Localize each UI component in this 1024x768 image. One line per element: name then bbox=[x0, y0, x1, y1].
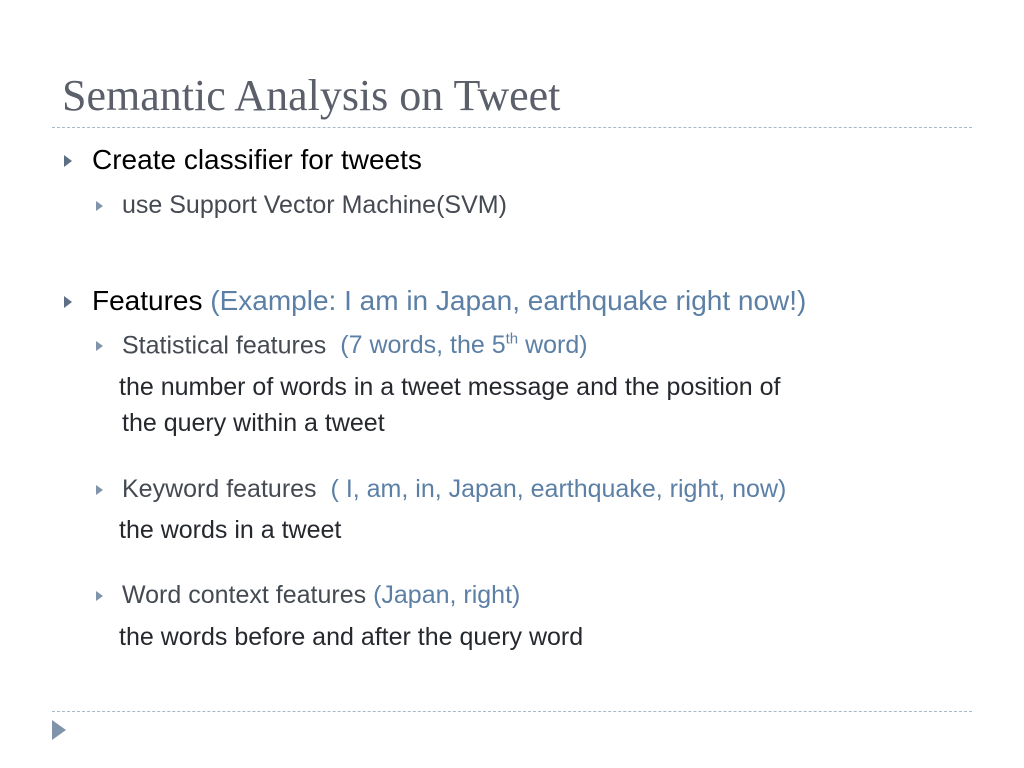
bullet-word-context-features bbox=[122, 581, 520, 610]
word-context-description: the words before and after the query word bbox=[119, 623, 584, 651]
bullet-icon bbox=[96, 201, 103, 211]
keyword-description: the words in a tweet bbox=[119, 516, 342, 544]
bullet-icon bbox=[64, 296, 72, 308]
triangle-right-icon[interactable] bbox=[52, 720, 66, 740]
bullet-icon bbox=[96, 341, 103, 351]
keyword-example: ( I, am, in, Japan, earthquake, right, now) bbox=[330, 475, 787, 503]
slide-title: Semantic Analysis on Tweet bbox=[62, 71, 561, 120]
footer-divider bbox=[52, 711, 972, 712]
bullet-icon bbox=[64, 155, 72, 167]
bullet-features bbox=[92, 285, 806, 317]
bullet-statistical-features bbox=[122, 331, 588, 360]
features-label: Features bbox=[92, 285, 203, 316]
statistical-description-line2: the query within a tweet bbox=[122, 409, 385, 437]
features-example: (Example: I am in Japan, earthquake right now!) bbox=[210, 285, 807, 316]
title-divider bbox=[52, 127, 972, 128]
bullet-keyword-features bbox=[122, 475, 786, 504]
bullet-icon bbox=[96, 591, 103, 601]
statistical-label: Statistical features bbox=[122, 331, 327, 360]
statistical-example: (7 words, the 5th word) bbox=[340, 331, 588, 360]
bullet-svm: use Support Vector Machine(SVM) bbox=[122, 191, 507, 219]
statistical-description-line1: the number of words in a tweet message and the position of bbox=[119, 373, 781, 401]
word-context-example: (Japan, right) bbox=[373, 581, 521, 609]
keyword-label: Keyword features bbox=[122, 475, 317, 503]
word-context-label: Word context features bbox=[122, 581, 367, 609]
bullet-create-classifier: Create classifier for tweets bbox=[92, 144, 422, 175]
bullet-icon bbox=[96, 485, 103, 495]
